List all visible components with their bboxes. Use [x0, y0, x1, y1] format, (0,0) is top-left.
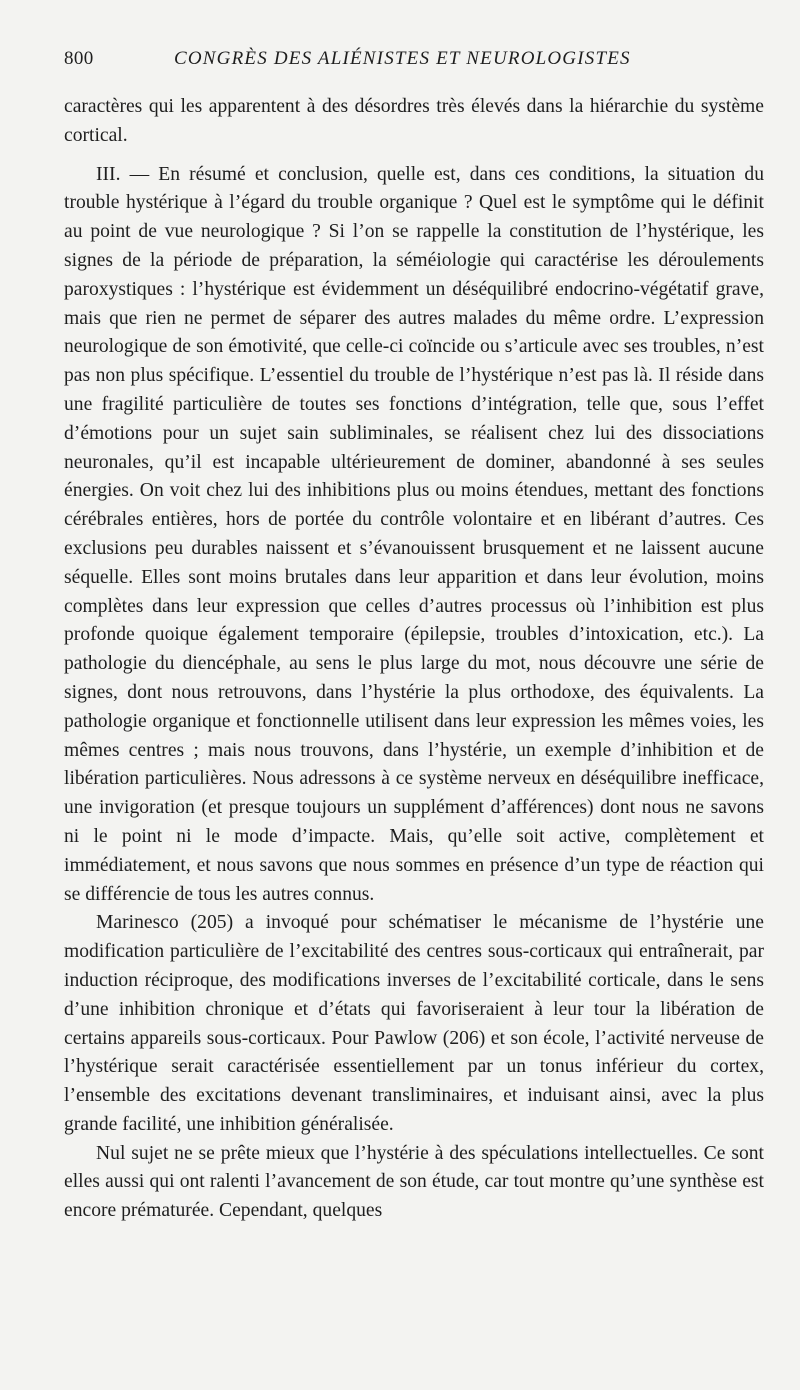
paragraph-marinesco: Marinesco (205) a invoqué pour schématiser le mécanisme de l’hystérie une modification particulière de l’excitabilité des centres sous-corticaux qui entraînerait, par induction réciproque, des modifications inverses de l’excitabilité corticale, dans le sens d’une inhibition chronique et d’états qui favoriseraient à leur tour la libération de certains appareils sous-corticaux. Pour Pawlow (206) et son école, l’activité nerveuse de l’hystérique serait caractérisée essentiellement par un tonus inférieur du cortex, l’ensemble des excitations devenant transliminaires, et induisant ainsi, avec la plus grande facilité, une inhibition généralisée. — [64, 912, 764, 1135]
running-head — [64, 44, 764, 74]
paragraph-continuation: caractères qui les apparentent à des désordres très élevés dans la hiérarchie du système cortical. — [64, 96, 764, 146]
page-number: 800 — [64, 48, 94, 69]
paragraph-section-iii: III. — En résumé et conclusion, quelle est, dans ces conditions, la situation du trouble hystérique à l’égard du trouble organique ? Quel est le symptôme qui le définit au point de vue neurologique ? Si l’on se rappelle la constitution de l’hystérique, les signes de la période de préparation, la séméiologie qui caractérise les déroulements paroxystiques : l’hystérique est évidemment un déséquilibré endocrino-végétatif grave, mais que rien ne permet de séparer des autres malades du même ordre. L’expression neurologique de son émotivité, que celle-ci coïncide ou s’articule avec ses troubles, n’est pas non plus spécifique. L’essentiel du trouble de l’hystérique n’est pas là. Il réside dans une fragilité particulière de toutes ses fonctions d’intégration, telle que, sous l’effet d’émotions pour un sujet sain subliminales, se réalisent chez lui des dissociations neuronales, qu’il est incapable ultérieurement de dominer, abandonné à ses seules énergies. On voit chez lui des inhibitions plus ou moins étendues, mettant des fonctions cérébrales entières, hors de portée du contrôle volontaire et en libérant d’autres. Ces exclusions peu durables naissent et s’évanouissent brusquement et ne laissent aucune séquelle. Elles sont moins brutales dans leur apparition et dans leur évolution, moins complètes dans leur expression que celles d’autres processus où l’inhibition est plus profonde quoique également temporaire (épilepsie, troubles d’intoxication, etc.). La pathologie du diencéphale, au sens le plus large du mot, nous découvre une série de signes, dont nous retrouvons, dans l’hystérie la plus orthodoxe, des équivalents. La pathologie organique et fonctionnelle utilisent dans leur expression les mêmes voies, les mêmes centres ; mais nous trouvons, dans l’hystérie, un exemple d’inhibition et de libération particulières. Nous adressons à ce système nerveux en déséquilibre inefficace, une invigoration (et presque toujours un supplément d’afférences) dont nous ne savons ni le point ni le mode d’impacte. Mais, qu’elle soit active, complètement et immédiatement, et nous savons que nous sommes en présence d’un type de réaction qui se différencie de tous les autres connus. — [64, 163, 764, 905]
body-text — [64, 93, 764, 1226]
running-title: CONGRÈS DES ALIÉNISTES ET NEUROLOGISTES — [174, 48, 631, 69]
paragraph-nul-sujet: Nul sujet ne se prête mieux que l’hystérie à des spéculations intellectuelles. Ce sont elles aussi qui ont ralenti l’avancement de son étude, car tout montre qu’une synthèse est encore prématurée. Cependant, quelques — [64, 1142, 764, 1222]
